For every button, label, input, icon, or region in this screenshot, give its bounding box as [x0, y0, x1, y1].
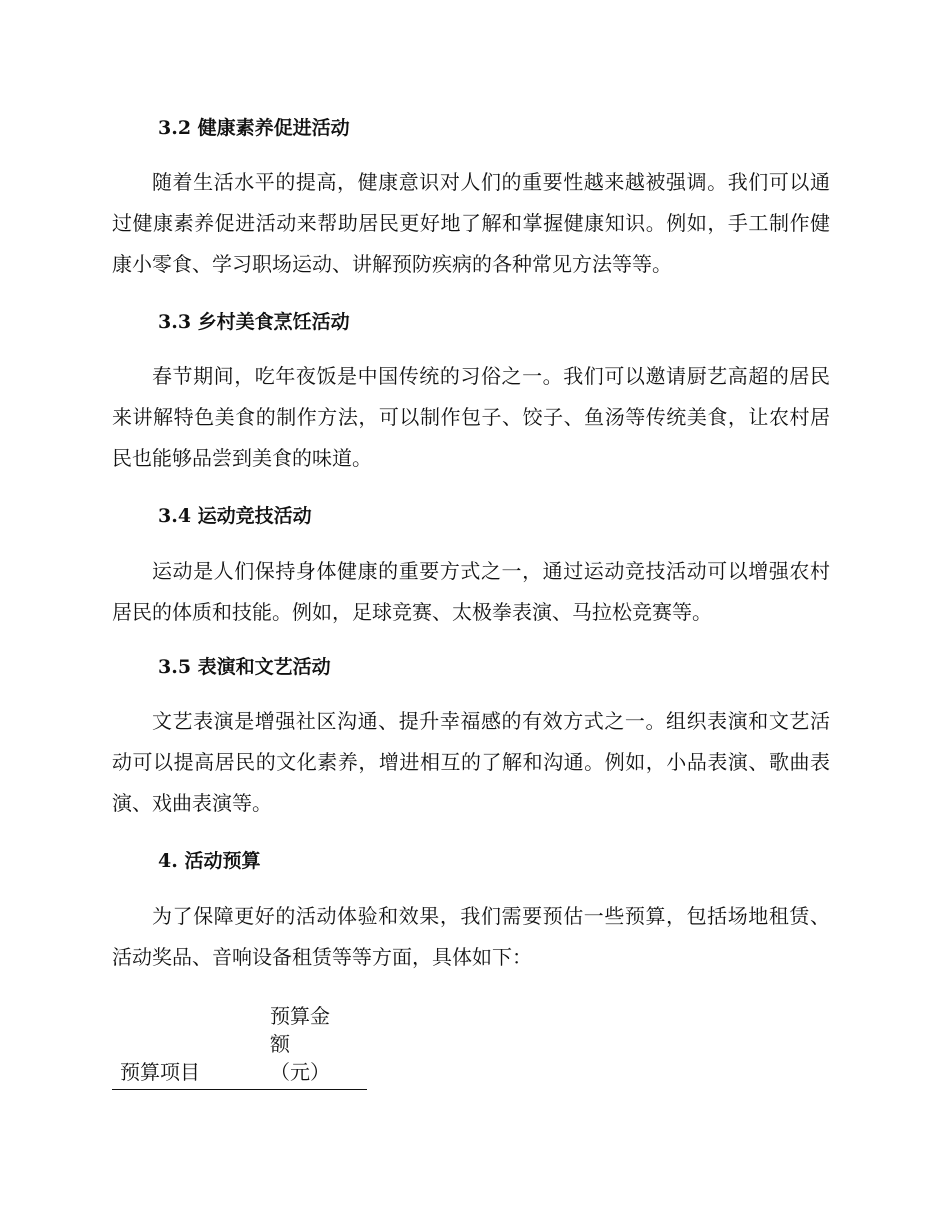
section-heading-3-3: 3.3 乡村美食烹饪活动: [158, 311, 350, 333]
header-amount-line1: 预算金: [270, 1004, 330, 1028]
section-paragraph-3-2: 随着生活水平的提高，健康意识对人们的重要性越来越被强调。我们可以通过健康素养促进活动来帮助居民更好地了解和掌握健康知识。例如，手工制作健康小零食、学习职场运动、讲解预防疾病的各种常见方法等等。: [112, 170, 830, 276]
section-paragraph-3-5: 文艺表演是增强社区沟通、提升幸福感的有效方式之一。组织表演和文艺活动可以提高居民的文化素养，增进相互的了解和沟通。例如，小品表演、歌曲表演、戏曲表演等。: [112, 709, 830, 815]
section-paragraph-4: 为了保障更好的活动体验和效果，我们需要预估一些预算，包括场地租赁、活动奖品、音响设备租赁等等方面，具体如下：: [112, 904, 830, 969]
budget-table-wrapper: [112, 1002, 367, 1090]
section-heading-3-4: 3.4 运动竞技活动: [158, 505, 312, 527]
budget-table-header-amount: [270, 1002, 367, 1090]
header-amount-line3: （元）: [270, 1060, 330, 1084]
budget-table-header-item: 预算项目: [112, 1002, 270, 1090]
section-heading-3-2: 3.2 健康素养促进活动: [158, 117, 350, 139]
header-amount-line2: 额: [270, 1032, 290, 1056]
section-heading-3-5: 3.5 表演和文艺活动: [158, 656, 331, 678]
section-paragraph-3-4: 运动是人们保持身体健康的重要方式之一，通过运动竞技活动可以增强农村居民的体质和技能。例如，足球竞赛、太极拳表演、马拉松竞赛等。: [112, 559, 830, 624]
section-paragraph-3-3: 春节期间，吃年夜饭是中国传统的习俗之一。我们可以邀请厨艺高超的居民来讲解特色美食的制作方法，可以制作包子、饺子、鱼汤等传统美食，让农村居民也能够品尝到美食的味道。: [112, 364, 830, 470]
section-heading-4: 4. 活动预算: [158, 850, 261, 872]
budget-table: [112, 1002, 367, 1090]
budget-table-header-row: [112, 1002, 367, 1090]
